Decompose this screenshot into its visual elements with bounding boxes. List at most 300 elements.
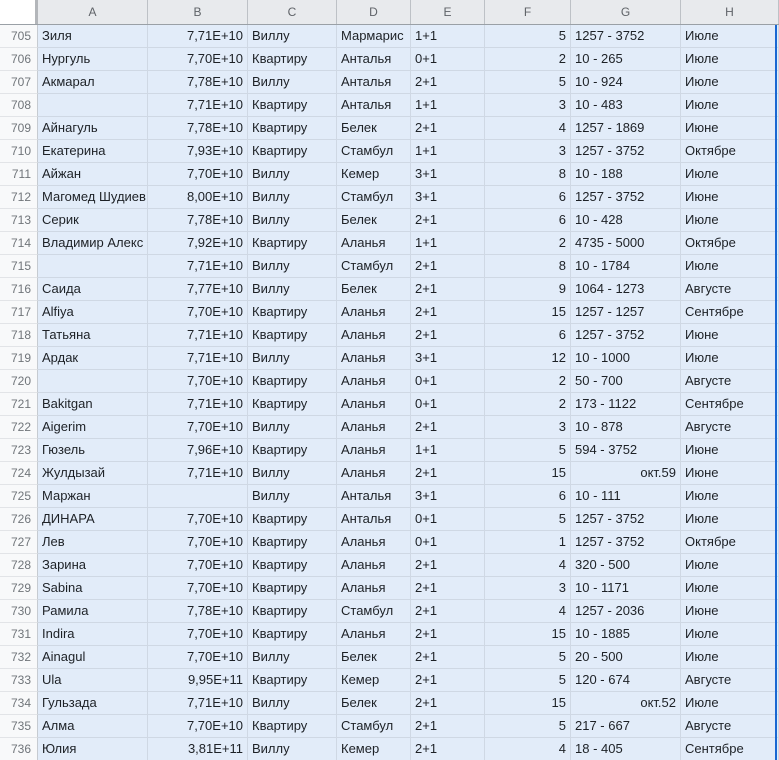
cell-a723[interactable]: Гюзель xyxy=(38,439,148,462)
cell-d707[interactable]: Анталья xyxy=(337,71,411,94)
cell-a734[interactable]: Гульзада xyxy=(38,692,148,715)
cell-c727[interactable]: Квартиру xyxy=(248,531,337,554)
cell-h710[interactable]: Октябре xyxy=(681,140,779,163)
cell-c722[interactable]: Виллу xyxy=(248,416,337,439)
column-header-f[interactable]: F xyxy=(485,0,571,24)
row-header-721[interactable]: 721 xyxy=(0,393,38,416)
cell-h711[interactable]: Июле xyxy=(681,163,779,186)
cell-b722[interactable]: 7,70E+10 xyxy=(148,416,248,439)
cell-f731[interactable]: 15 xyxy=(485,623,571,646)
cell-c714[interactable]: Квартиру xyxy=(248,232,337,255)
cell-b716[interactable]: 7,77E+10 xyxy=(148,278,248,301)
cell-d717[interactable]: Аланья xyxy=(337,301,411,324)
cell-a707[interactable]: Акмарал xyxy=(38,71,148,94)
cell-g731[interactable]: 10 - 1885 xyxy=(571,623,681,646)
cell-g726[interactable]: 1257 - 3752 xyxy=(571,508,681,531)
cell-a730[interactable]: Рамила xyxy=(38,600,148,623)
cell-g710[interactable]: 1257 - 3752 xyxy=(571,140,681,163)
cell-a719[interactable]: Ардак xyxy=(38,347,148,370)
row-header-711[interactable]: 711 xyxy=(0,163,38,186)
cell-f705[interactable]: 5 xyxy=(485,25,571,48)
cell-f706[interactable]: 2 xyxy=(485,48,571,71)
cell-e717[interactable]: 2+1 xyxy=(411,301,485,324)
cell-h729[interactable]: Июле xyxy=(681,577,779,600)
cell-e730[interactable]: 2+1 xyxy=(411,600,485,623)
cell-c706[interactable]: Квартиру xyxy=(248,48,337,71)
cell-b713[interactable]: 7,78E+10 xyxy=(148,209,248,232)
row-header-727[interactable]: 727 xyxy=(0,531,38,554)
cell-c725[interactable]: Виллу xyxy=(248,485,337,508)
cell-c726[interactable]: Квартиру xyxy=(248,508,337,531)
cell-h716[interactable]: Августе xyxy=(681,278,779,301)
cell-g705[interactable]: 1257 - 3752 xyxy=(571,25,681,48)
cell-f722[interactable]: 3 xyxy=(485,416,571,439)
table-row xyxy=(0,209,779,232)
cell-b727[interactable]: 7,70E+10 xyxy=(148,531,248,554)
cell-a731[interactable]: Indira xyxy=(38,623,148,646)
cell-c721[interactable]: Квартиру xyxy=(248,393,337,416)
cell-f721[interactable]: 2 xyxy=(485,393,571,416)
cell-d731[interactable]: Аланья xyxy=(337,623,411,646)
cell-e726[interactable]: 0+1 xyxy=(411,508,485,531)
cell-e705[interactable]: 1+1 xyxy=(411,25,485,48)
row-header-722[interactable]: 722 xyxy=(0,416,38,439)
cell-h708[interactable]: Июле xyxy=(681,94,779,117)
cell-b711[interactable]: 7,70E+10 xyxy=(148,163,248,186)
cell-g711[interactable]: 10 - 188 xyxy=(571,163,681,186)
cell-c712[interactable]: Виллу xyxy=(248,186,337,209)
cell-c732[interactable]: Виллу xyxy=(248,646,337,669)
cell-f713[interactable]: 6 xyxy=(485,209,571,232)
cell-g707[interactable]: 10 - 924 xyxy=(571,71,681,94)
cell-a715[interactable] xyxy=(38,255,148,278)
cell-h730[interactable]: Июне xyxy=(681,600,779,623)
cell-b714[interactable]: 7,92E+10 xyxy=(148,232,248,255)
column-header-b[interactable]: B xyxy=(148,0,248,24)
cell-e710[interactable]: 1+1 xyxy=(411,140,485,163)
cell-b732[interactable]: 7,70E+10 xyxy=(148,646,248,669)
cell-f708[interactable]: 3 xyxy=(485,94,571,117)
cell-a726[interactable]: ДИНАРА xyxy=(38,508,148,531)
cell-d734[interactable]: Белек xyxy=(337,692,411,715)
cell-c728[interactable]: Квартиру xyxy=(248,554,337,577)
row-header-724[interactable]: 724 xyxy=(0,462,38,485)
cell-d705[interactable]: Мармарис xyxy=(337,25,411,48)
cell-c719[interactable]: Виллу xyxy=(248,347,337,370)
cell-h731[interactable]: Июле xyxy=(681,623,779,646)
cell-g706[interactable]: 10 - 265 xyxy=(571,48,681,71)
cell-e731[interactable]: 2+1 xyxy=(411,623,485,646)
cell-g723[interactable]: 594 - 3752 xyxy=(571,439,681,462)
cell-d725[interactable]: Анталья xyxy=(337,485,411,508)
row-header-709[interactable]: 709 xyxy=(0,117,38,140)
cell-c710[interactable]: Квартиру xyxy=(248,140,337,163)
cell-a728[interactable]: Зарина xyxy=(38,554,148,577)
cell-b718[interactable]: 7,71E+10 xyxy=(148,324,248,347)
column-header-g[interactable]: G xyxy=(571,0,681,24)
row-header-729[interactable]: 729 xyxy=(0,577,38,600)
cell-d706[interactable]: Анталья xyxy=(337,48,411,71)
cell-h714[interactable]: Октябре xyxy=(681,232,779,255)
cell-f711[interactable]: 8 xyxy=(485,163,571,186)
cell-c718[interactable]: Квартиру xyxy=(248,324,337,347)
cell-g735[interactable]: 217 - 667 xyxy=(571,715,681,738)
cell-c711[interactable]: Виллу xyxy=(248,163,337,186)
cell-c705[interactable]: Виллу xyxy=(248,25,337,48)
cell-b710[interactable]: 7,93E+10 xyxy=(148,140,248,163)
cell-g708[interactable]: 10 - 483 xyxy=(571,94,681,117)
cell-h727[interactable]: Октябре xyxy=(681,531,779,554)
cell-h718[interactable]: Июне xyxy=(681,324,779,347)
cell-e712[interactable]: 3+1 xyxy=(411,186,485,209)
cell-g714[interactable]: 4735 - 5000 xyxy=(571,232,681,255)
cell-b734[interactable]: 7,71E+10 xyxy=(148,692,248,715)
cell-h725[interactable]: Июле xyxy=(681,485,779,508)
cell-e715[interactable]: 2+1 xyxy=(411,255,485,278)
cell-h723[interactable]: Июне xyxy=(681,439,779,462)
cell-c723[interactable]: Квартиру xyxy=(248,439,337,462)
cell-c731[interactable]: Квартиру xyxy=(248,623,337,646)
cell-b717[interactable]: 7,70E+10 xyxy=(148,301,248,324)
cell-h709[interactable]: Июне xyxy=(681,117,779,140)
cell-h734[interactable]: Июле xyxy=(681,692,779,715)
row-header-730[interactable]: 730 xyxy=(0,600,38,623)
cell-g721[interactable]: 173 - 1122 xyxy=(571,393,681,416)
cell-f714[interactable]: 2 xyxy=(485,232,571,255)
cell-h713[interactable]: Июле xyxy=(681,209,779,232)
cell-e735[interactable]: 2+1 xyxy=(411,715,485,738)
cell-c707[interactable]: Виллу xyxy=(248,71,337,94)
cell-h717[interactable]: Сентябре xyxy=(681,301,779,324)
cell-e708[interactable]: 1+1 xyxy=(411,94,485,117)
cell-f733[interactable]: 5 xyxy=(485,669,571,692)
cell-f716[interactable]: 9 xyxy=(485,278,571,301)
cell-d718[interactable]: Аланья xyxy=(337,324,411,347)
cell-c709[interactable]: Квартиру xyxy=(248,117,337,140)
cell-b723[interactable]: 7,96E+10 xyxy=(148,439,248,462)
cell-f723[interactable]: 5 xyxy=(485,439,571,462)
cell-h726[interactable]: Июле xyxy=(681,508,779,531)
cell-b706[interactable]: 7,70E+10 xyxy=(148,48,248,71)
select-all-corner[interactable] xyxy=(0,0,38,24)
cell-g736[interactable]: 18 - 405 xyxy=(571,738,681,760)
cell-h728[interactable]: Июле xyxy=(681,554,779,577)
cell-c734[interactable]: Виллу xyxy=(248,692,337,715)
cell-a705[interactable]: Зиля xyxy=(38,25,148,48)
cell-a727[interactable]: Лев xyxy=(38,531,148,554)
cell-b708[interactable]: 7,71E+10 xyxy=(148,94,248,117)
cell-a735[interactable]: Алма xyxy=(38,715,148,738)
cell-d709[interactable]: Белек xyxy=(337,117,411,140)
cell-d736[interactable]: Кемер xyxy=(337,738,411,760)
cell-g713[interactable]: 10 - 428 xyxy=(571,209,681,232)
cell-g716[interactable]: 1064 - 1273 xyxy=(571,278,681,301)
cell-f732[interactable]: 5 xyxy=(485,646,571,669)
cell-f736[interactable]: 4 xyxy=(485,738,571,760)
cell-d711[interactable]: Кемер xyxy=(337,163,411,186)
cell-g712[interactable]: 1257 - 3752 xyxy=(571,186,681,209)
cell-a720[interactable] xyxy=(38,370,148,393)
cell-b705[interactable]: 7,71E+10 xyxy=(148,25,248,48)
cell-c716[interactable]: Виллу xyxy=(248,278,337,301)
cell-d733[interactable]: Кемер xyxy=(337,669,411,692)
cell-d723[interactable]: Аланья xyxy=(337,439,411,462)
cell-a733[interactable]: Ula xyxy=(38,669,148,692)
cell-h720[interactable]: Августе xyxy=(681,370,779,393)
row-header-715[interactable]: 715 xyxy=(0,255,38,278)
cell-d735[interactable]: Стамбул xyxy=(337,715,411,738)
row-header-716[interactable]: 716 xyxy=(0,278,38,301)
cell-f730[interactable]: 4 xyxy=(485,600,571,623)
cell-c724[interactable]: Виллу xyxy=(248,462,337,485)
row-header-736[interactable]: 736 xyxy=(0,738,38,760)
cell-a718[interactable]: Татьяна xyxy=(38,324,148,347)
row-header-710[interactable]: 710 xyxy=(0,140,38,163)
cell-h705[interactable]: Июле xyxy=(681,25,779,48)
cell-b730[interactable]: 7,78E+10 xyxy=(148,600,248,623)
cell-a713[interactable]: Серик xyxy=(38,209,148,232)
cell-e724[interactable]: 2+1 xyxy=(411,462,485,485)
cell-e736[interactable]: 2+1 xyxy=(411,738,485,760)
cell-d724[interactable]: Аланья xyxy=(337,462,411,485)
cell-g728[interactable]: 320 - 500 xyxy=(571,554,681,577)
cell-e720[interactable]: 0+1 xyxy=(411,370,485,393)
cell-b733[interactable]: 9,95E+11 xyxy=(148,669,248,692)
cell-b736[interactable]: 3,81E+11 xyxy=(148,738,248,760)
column-header-row xyxy=(0,0,779,25)
cell-e729[interactable]: 2+1 xyxy=(411,577,485,600)
cell-b707[interactable]: 7,78E+10 xyxy=(148,71,248,94)
cell-a712[interactable]: Магомед Шудиев xyxy=(38,186,148,209)
cell-a714[interactable]: Владимир Алекс xyxy=(38,232,148,255)
cell-a709[interactable]: Айнагуль xyxy=(38,117,148,140)
cell-b721[interactable]: 7,71E+10 xyxy=(148,393,248,416)
cell-g718[interactable]: 1257 - 3752 xyxy=(571,324,681,347)
cell-g730[interactable]: 1257 - 2036 xyxy=(571,600,681,623)
cell-d719[interactable]: Аланья xyxy=(337,347,411,370)
column-header-a[interactable]: A xyxy=(38,0,148,24)
cell-g717[interactable]: 1257 - 1257 xyxy=(571,301,681,324)
cell-g727[interactable]: 1257 - 3752 xyxy=(571,531,681,554)
cell-g732[interactable]: 20 - 500 xyxy=(571,646,681,669)
cell-g733[interactable]: 120 - 674 xyxy=(571,669,681,692)
cell-d712[interactable]: Стамбул xyxy=(337,186,411,209)
cell-f724[interactable]: 15 xyxy=(485,462,571,485)
cell-h724[interactable]: Июне xyxy=(681,462,779,485)
cell-h722[interactable]: Августе xyxy=(681,416,779,439)
cell-a736[interactable]: Юлия xyxy=(38,738,148,760)
cell-b715[interactable]: 7,71E+10 xyxy=(148,255,248,278)
cell-h707[interactable]: Июле xyxy=(681,71,779,94)
cell-h736[interactable]: Сентябре xyxy=(681,738,779,760)
cell-h719[interactable]: Июле xyxy=(681,347,779,370)
column-header-h[interactable]: H xyxy=(681,0,779,24)
cell-a721[interactable]: Bakitgan xyxy=(38,393,148,416)
cell-b726[interactable]: 7,70E+10 xyxy=(148,508,248,531)
cell-e709[interactable]: 2+1 xyxy=(411,117,485,140)
cell-e727[interactable]: 0+1 xyxy=(411,531,485,554)
cell-h721[interactable]: Сентябре xyxy=(681,393,779,416)
cell-e725[interactable]: 3+1 xyxy=(411,485,485,508)
row-header-723[interactable]: 723 xyxy=(0,439,38,462)
cell-e716[interactable]: 2+1 xyxy=(411,278,485,301)
cell-f735[interactable]: 5 xyxy=(485,715,571,738)
cell-b728[interactable]: 7,70E+10 xyxy=(148,554,248,577)
cell-g720[interactable]: 50 - 700 xyxy=(571,370,681,393)
cell-c713[interactable]: Виллу xyxy=(248,209,337,232)
cell-e706[interactable]: 0+1 xyxy=(411,48,485,71)
cell-c736[interactable]: Виллу xyxy=(248,738,337,760)
cell-c729[interactable]: Квартиру xyxy=(248,577,337,600)
table-row xyxy=(0,71,779,94)
cell-f726[interactable]: 5 xyxy=(485,508,571,531)
cell-f707[interactable]: 5 xyxy=(485,71,571,94)
cell-e707[interactable]: 2+1 xyxy=(411,71,485,94)
row-header-717[interactable]: 717 xyxy=(0,301,38,324)
row-header-718[interactable]: 718 xyxy=(0,324,38,347)
cell-f717[interactable]: 15 xyxy=(485,301,571,324)
cell-a717[interactable]: Alfiya xyxy=(38,301,148,324)
cell-a708[interactable] xyxy=(38,94,148,117)
cell-f712[interactable]: 6 xyxy=(485,186,571,209)
cell-h712[interactable]: Июне xyxy=(681,186,779,209)
row-header-719[interactable]: 719 xyxy=(0,347,38,370)
cell-a711[interactable]: Айжан xyxy=(38,163,148,186)
cell-b731[interactable]: 7,70E+10 xyxy=(148,623,248,646)
cell-a725[interactable]: Маржан xyxy=(38,485,148,508)
row-header-705[interactable]: 705 xyxy=(0,25,38,48)
cell-a710[interactable]: Екатерина xyxy=(38,140,148,163)
cell-h733[interactable]: Августе xyxy=(681,669,779,692)
row-header-725[interactable]: 725 xyxy=(0,485,38,508)
cell-g729[interactable]: 10 - 1171 xyxy=(571,577,681,600)
row-header-714[interactable]: 714 xyxy=(0,232,38,255)
cell-e713[interactable]: 2+1 xyxy=(411,209,485,232)
cell-e734[interactable]: 2+1 xyxy=(411,692,485,715)
cell-c717[interactable]: Квартиру xyxy=(248,301,337,324)
column-header-e[interactable]: E xyxy=(411,0,485,24)
cell-g724[interactable]: окт.59 xyxy=(571,462,681,485)
cell-d715[interactable]: Стамбул xyxy=(337,255,411,278)
cell-e711[interactable]: 3+1 xyxy=(411,163,485,186)
cell-c730[interactable]: Квартиру xyxy=(248,600,337,623)
cell-f725[interactable]: 6 xyxy=(485,485,571,508)
cell-a732[interactable]: Ainagul xyxy=(38,646,148,669)
cell-c715[interactable]: Виллу xyxy=(248,255,337,278)
row-header-731[interactable]: 731 xyxy=(0,623,38,646)
cell-d727[interactable]: Аланья xyxy=(337,531,411,554)
cell-f709[interactable]: 4 xyxy=(485,117,571,140)
cell-g719[interactable]: 10 - 1000 xyxy=(571,347,681,370)
cell-f710[interactable]: 3 xyxy=(485,140,571,163)
row-header-707[interactable]: 707 xyxy=(0,71,38,94)
row-header-712[interactable]: 712 xyxy=(0,186,38,209)
row-header-713[interactable]: 713 xyxy=(0,209,38,232)
cell-f727[interactable]: 1 xyxy=(485,531,571,554)
row-header-720[interactable]: 720 xyxy=(0,370,38,393)
cell-h735[interactable]: Августе xyxy=(681,715,779,738)
cell-d721[interactable]: Аланья xyxy=(337,393,411,416)
row-header-732[interactable]: 732 xyxy=(0,646,38,669)
cell-f720[interactable]: 2 xyxy=(485,370,571,393)
cell-d720[interactable]: Аланья xyxy=(337,370,411,393)
cell-b725[interactable] xyxy=(148,485,248,508)
cell-a724[interactable]: Жулдызай xyxy=(38,462,148,485)
cell-d722[interactable]: Аланья xyxy=(337,416,411,439)
cell-e722[interactable]: 2+1 xyxy=(411,416,485,439)
cell-d714[interactable]: Аланья xyxy=(337,232,411,255)
cell-c720[interactable]: Квартиру xyxy=(248,370,337,393)
cell-e733[interactable]: 2+1 xyxy=(411,669,485,692)
cell-f729[interactable]: 3 xyxy=(485,577,571,600)
cell-g734[interactable]: окт.52 xyxy=(571,692,681,715)
row-header-734[interactable]: 734 xyxy=(0,692,38,715)
cell-d730[interactable]: Стамбул xyxy=(337,600,411,623)
cell-a716[interactable]: Саида xyxy=(38,278,148,301)
cell-f734[interactable]: 15 xyxy=(485,692,571,715)
cell-b724[interactable]: 7,71E+10 xyxy=(148,462,248,485)
cell-d726[interactable]: Анталья xyxy=(337,508,411,531)
cell-h715[interactable]: Июле xyxy=(681,255,779,278)
cell-e728[interactable]: 2+1 xyxy=(411,554,485,577)
cell-g725[interactable]: 10 - 111 xyxy=(571,485,681,508)
cell-d710[interactable]: Стамбул xyxy=(337,140,411,163)
cell-d716[interactable]: Белек xyxy=(337,278,411,301)
cell-d728[interactable]: Аланья xyxy=(337,554,411,577)
row-header-706[interactable]: 706 xyxy=(0,48,38,71)
cell-f718[interactable]: 6 xyxy=(485,324,571,347)
cell-b735[interactable]: 7,70E+10 xyxy=(148,715,248,738)
cell-b709[interactable]: 7,78E+10 xyxy=(148,117,248,140)
cell-g715[interactable]: 10 - 1784 xyxy=(571,255,681,278)
cell-f715[interactable]: 8 xyxy=(485,255,571,278)
cell-b712[interactable]: 8,00E+10 xyxy=(148,186,248,209)
row-header-733[interactable]: 733 xyxy=(0,669,38,692)
row-header-728[interactable]: 728 xyxy=(0,554,38,577)
cell-f728[interactable]: 4 xyxy=(485,554,571,577)
cell-c735[interactable]: Квартиру xyxy=(248,715,337,738)
cell-g722[interactable]: 10 - 878 xyxy=(571,416,681,439)
row-header-735[interactable]: 735 xyxy=(0,715,38,738)
cell-d713[interactable]: Белек xyxy=(337,209,411,232)
cell-b729[interactable]: 7,70E+10 xyxy=(148,577,248,600)
cell-h732[interactable]: Июле xyxy=(681,646,779,669)
cell-e714[interactable]: 1+1 xyxy=(411,232,485,255)
cell-f719[interactable]: 12 xyxy=(485,347,571,370)
row-header-726[interactable]: 726 xyxy=(0,508,38,531)
cell-e718[interactable]: 2+1 xyxy=(411,324,485,347)
row-header-708[interactable]: 708 xyxy=(0,94,38,117)
cell-c733[interactable]: Квартиру xyxy=(248,669,337,692)
cell-d729[interactable]: Аланья xyxy=(337,577,411,600)
cell-e719[interactable]: 3+1 xyxy=(411,347,485,370)
column-header-d[interactable]: D xyxy=(337,0,411,24)
cell-a729[interactable]: Sabina xyxy=(38,577,148,600)
cell-g709[interactable]: 1257 - 1869 xyxy=(571,117,681,140)
cell-a722[interactable]: Aigerim xyxy=(38,416,148,439)
cell-e723[interactable]: 1+1 xyxy=(411,439,485,462)
cell-d708[interactable]: Анталья xyxy=(337,94,411,117)
cell-d732[interactable]: Белек xyxy=(337,646,411,669)
cell-b719[interactable]: 7,71E+10 xyxy=(148,347,248,370)
cell-b720[interactable]: 7,70E+10 xyxy=(148,370,248,393)
cell-e732[interactable]: 2+1 xyxy=(411,646,485,669)
cell-h706[interactable]: Июле xyxy=(681,48,779,71)
cell-c708[interactable]: Квартиру xyxy=(248,94,337,117)
cell-e721[interactable]: 0+1 xyxy=(411,393,485,416)
cell-a706[interactable]: Нургуль xyxy=(38,48,148,71)
column-header-c[interactable]: C xyxy=(248,0,337,24)
